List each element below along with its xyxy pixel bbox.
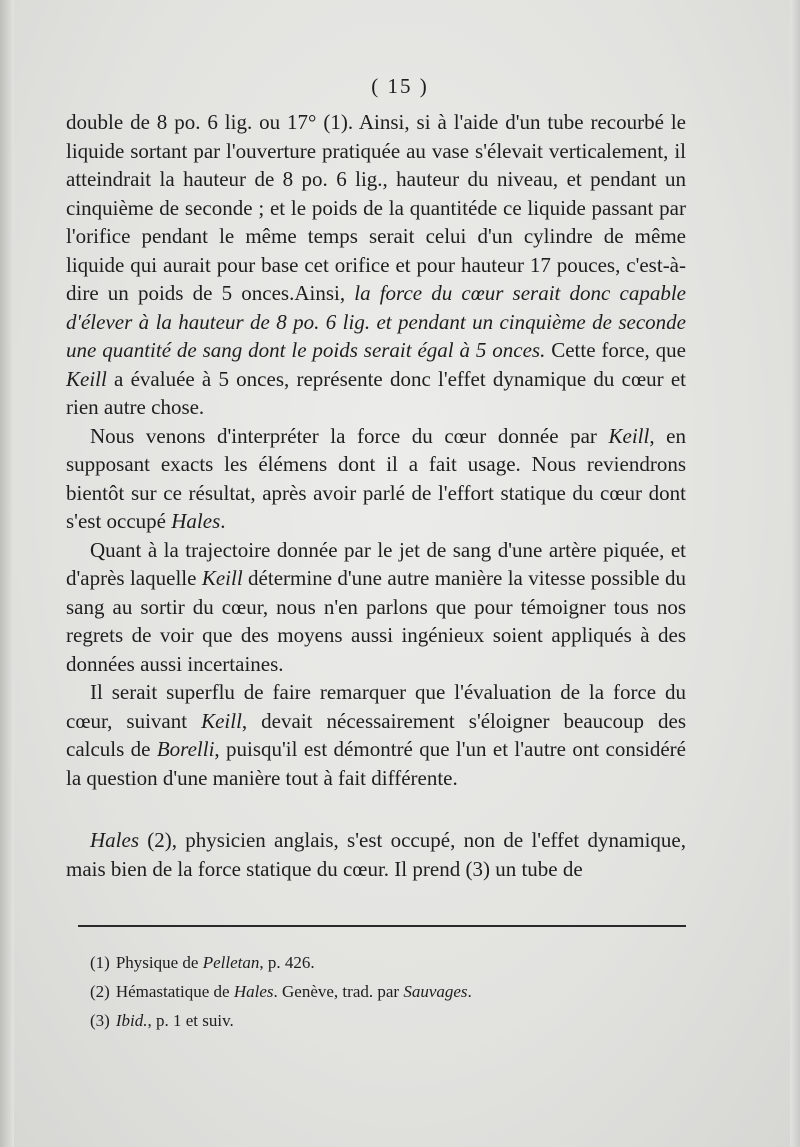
italic-text-run: Keill — [608, 423, 650, 448]
text-run: Physique de — [115, 953, 203, 972]
footnote-separator-rule — [78, 925, 686, 927]
footnotes — [90, 948, 650, 1035]
text-run: . — [220, 509, 226, 533]
page-edge-shadow-right — [790, 0, 800, 1147]
section-gap — [66, 792, 686, 826]
italic-text-run: Hales — [90, 828, 139, 852]
footnote — [90, 977, 650, 1006]
text-run: détermine d'une autre manière la vitesse possible du sang au sortir du cœur, nous n'en parlons que pour témoigner tous nos regrets de voir que des moyens aussi ingénieux soient appliqués à des données aussi incertaines. — [66, 566, 686, 676]
text-run: , p. 1 et suiv. — [147, 1011, 234, 1030]
paragraph — [66, 422, 686, 536]
text-run: Il serait superflu de faire remarquer que l'évaluation de la force du cœur, suivant — [66, 680, 686, 733]
text-run: Quant à la trajectoire donnée par le jet de sang d'une artère piquée, et d'après laquelle — [66, 537, 686, 590]
paragraph — [66, 108, 686, 422]
text-run: , p. 426. — [259, 953, 315, 972]
paragraph — [66, 536, 686, 679]
footnote — [90, 1006, 650, 1035]
text-run: (2), physicien anglais, s'est occupé, non de l'effet dynamique, mais bien de la force statique du cœur. Il prend (3) un tube de — [66, 828, 686, 881]
body-text — [66, 108, 686, 883]
italic-text-run: Keill — [201, 566, 243, 590]
footnote-marker: (3) — [90, 1011, 110, 1030]
footnote-marker: (2) — [90, 982, 110, 1001]
text-run: . Genève, trad. par — [273, 982, 404, 1001]
paragraph — [66, 678, 686, 792]
footnote — [90, 948, 650, 977]
italic-text-run: Hales — [171, 509, 221, 533]
text-run: . — [467, 982, 472, 1001]
text-run: double de 8 po. 6 lig. ou 17° (1). Ainsi, si à l'aide d'un tube recourbé le liquide sortant par l'ouverture pratiquée au vase s'élevait verticalement, il atteindrait la hauteur de 8 po. 6 lig., hauteur du niveau, et pendant un cinquième de seconde ; et le poids de la quantitéde ce liquide passant par l'orifice pendant le même temps serait celui d'un cylindre de même liquide qui aurait pour base cet orifice et pour hauteur 17 pouces, c'est-à-dire un poids de 5 onces.Ainsi, — [66, 110, 686, 305]
italic-text-run: Keill — [66, 366, 107, 391]
text-run: Nous venons d'interpréter la force du cœur donnée par — [90, 423, 609, 448]
text-run: , puisqu'il est démontré que l'un et l'autre ont considéré la question d'une manière tout à fait différente. — [66, 737, 686, 790]
footnote-marker: (1) — [90, 953, 110, 972]
paragraph — [66, 826, 686, 883]
page-number: ( 15 ) — [371, 74, 429, 98]
italic-text-run: la force du cœur serait donc capable d'élever à la hauteur de 8 po. 6 lig. et pendant un cinquième de seconde une quantité de sang dont le poids serait égal à 5 onces. — [66, 281, 686, 362]
page-edge-shadow-left — [0, 0, 14, 1147]
text-run: , en supposant exacts les élémens dont il a fait usage. Nous reviendrons bientôt sur ce résultat, après avoir parlé de l'effort statique du cœur dont s'est occupé — [66, 423, 686, 533]
italic-text-run: Ibid. — [115, 1011, 148, 1030]
italic-text-run: Hales — [233, 982, 274, 1001]
text-run: , devait nécessairement s'éloigner beaucoup des calculs de — [66, 708, 686, 761]
text-run: a évaluée à 5 onces, représente donc l'effet dynamique du cœur et rien autre chose. — [66, 366, 686, 419]
italic-text-run: Sauvages — [403, 982, 468, 1001]
italic-text-run: Pelletan — [202, 953, 260, 972]
text-run: Hémastatique de — [115, 982, 234, 1001]
italic-text-run: Borelli — [156, 737, 215, 761]
text-run: Cette force, que — [545, 338, 686, 362]
italic-text-run: Keill — [201, 708, 242, 733]
